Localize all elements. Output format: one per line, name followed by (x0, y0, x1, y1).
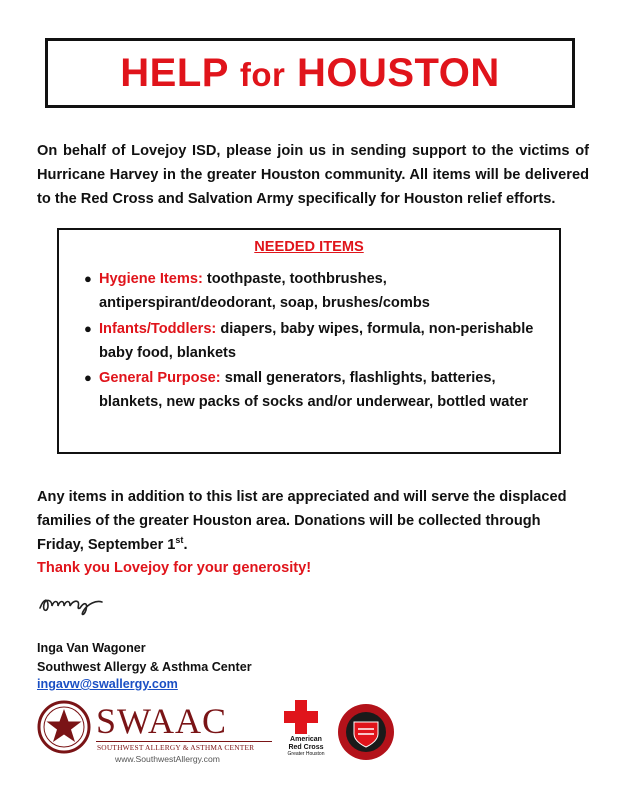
red-cross-logo (276, 700, 326, 762)
list-item (84, 317, 547, 366)
item-text: small generators, flashlights, batteries, blankets, new packs of socks and/or underwear, bottled water (99, 370, 529, 411)
swaac-wordmark: SWAAC (96, 701, 228, 741)
page-title: HELP for HOUSTON (120, 50, 500, 95)
signer-name: Inga Van Wagoner (37, 641, 146, 655)
item-text: diapers, baby wipes, formula, non-perishable baby food, blankets (99, 320, 534, 361)
red-cross-icon (284, 700, 318, 734)
needed-items-heading: NEEDED ITEMS (254, 239, 364, 255)
red-cross-text: American Red Cross Greater Houston (287, 736, 325, 757)
needed-items-box (57, 228, 561, 454)
closing-paragraph: Any items in addition to this list are appreciated and will serve the displaced families of the greater Houston area. Donations will be collected through Friday, September 1st. (37, 488, 567, 553)
signer-email-link[interactable]: ingavw@swallergy.com (37, 677, 178, 691)
signer-organization: Southwest Allergy & Asthma Center (37, 660, 252, 674)
item-category: Hygiene Items: (99, 271, 203, 287)
bullet-icon: ● (84, 370, 92, 386)
swaac-divider (96, 741, 272, 742)
list-item (84, 267, 547, 316)
texas-star-icon (37, 700, 91, 754)
needed-items-list (84, 267, 547, 416)
thank-you-line: Thank you Lovejoy for your generosity! (37, 560, 312, 576)
title-box (45, 38, 575, 108)
item-category: General Purpose: (99, 370, 221, 387)
signature-image (36, 588, 116, 618)
swaac-subtitle: SOUTHWEST ALLERGY & ASTHMA CENTER (97, 743, 255, 752)
swaac-logo (37, 700, 272, 766)
item-text: toothpaste, toothbrushes, antiperspirant/deodorant, soap, brushes/combs (99, 271, 430, 312)
intro-paragraph: On behalf of Lovejoy ISD, please join us in sending support to the victims of Hurricane Harvey in the greater Houston community. All items will be delivered to the Red Cross and Salvation Army specifically for Houston relief efforts. (37, 142, 589, 207)
item-category: Infants/Toddlers: (99, 320, 217, 337)
bullet-icon: ● (84, 271, 92, 286)
list-item (84, 366, 547, 415)
salvation-army-shield-icon (336, 702, 396, 762)
bullet-icon: ● (84, 320, 92, 336)
swaac-url: www.SouthwestAllergy.com (115, 754, 220, 764)
